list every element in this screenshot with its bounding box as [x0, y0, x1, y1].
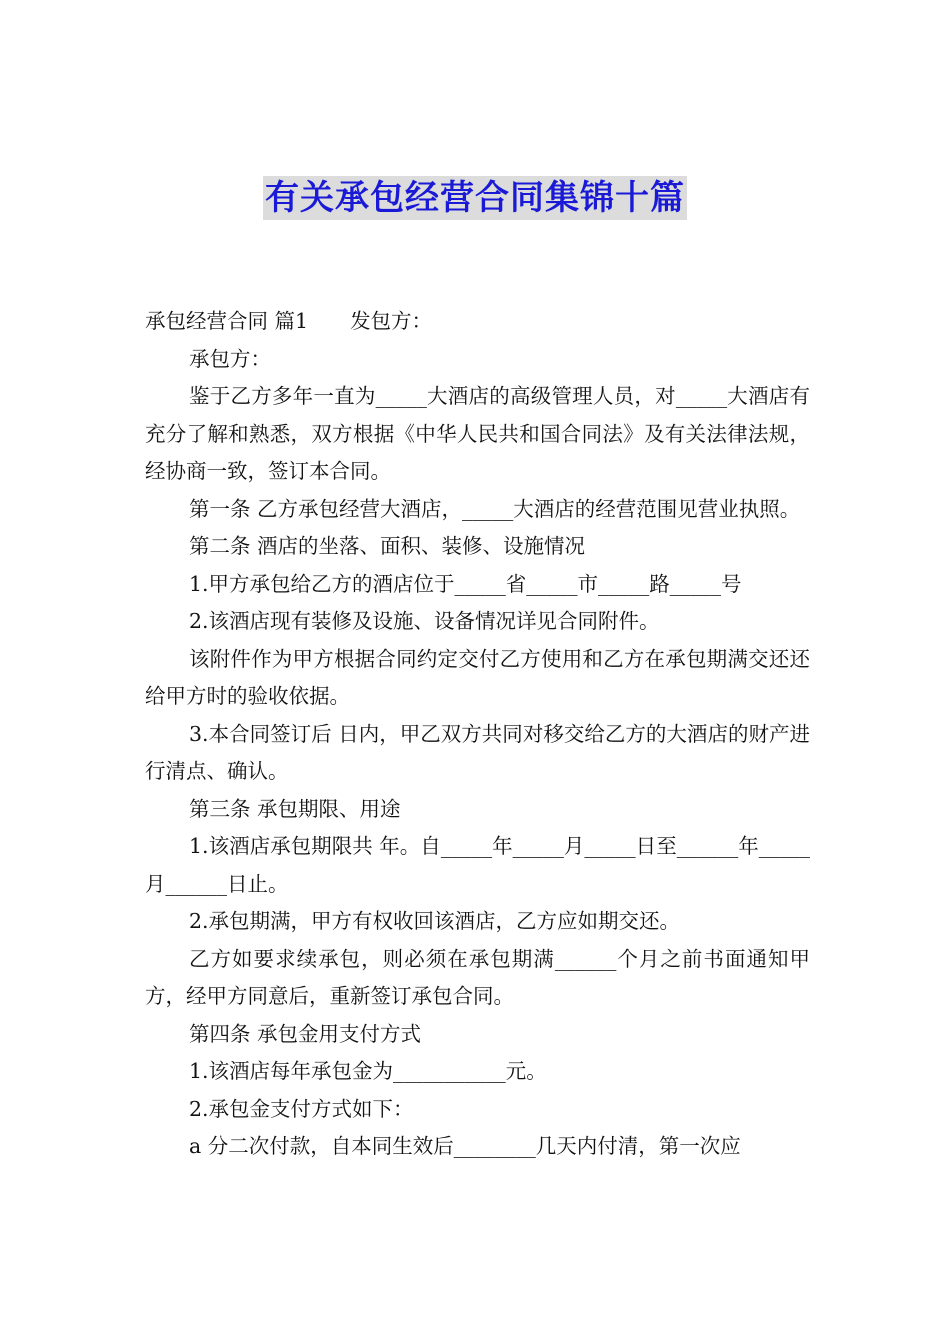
- issuer-label: 发包方：: [350, 309, 433, 333]
- paragraph: 鉴于乙方多年一直为_____大酒店的高级管理人员，对_____大酒店有充分了解和熟悉，双方根据《中华人民共和国合同法》及有关法律法规，经协商一致，签订本合同。: [145, 384, 810, 483]
- paragraph: 1.甲方承包给乙方的酒店位于_____省_____市_____路_____号: [189, 571, 742, 596]
- paragraph: 该附件作为甲方根据合同约定交付乙方使用和乙方在承包期满交还还给甲方时的验收依据。: [145, 646, 810, 708]
- paragraph: 2.承包期满，甲方有权收回该酒店，乙方应如期交还。: [189, 909, 681, 933]
- paragraph: 1.该酒店承包期限共 年。自_____年_____月_____日至______年_____月______日止。: [145, 834, 810, 896]
- paragraph: 承包方：: [189, 346, 271, 371]
- paragraph: a 分二次付款，自本同生效后________几天内付清，第一次应: [189, 1134, 741, 1158]
- paragraph: 2.该酒店现有装修及设施、设备情况详见合同附件。: [189, 609, 660, 633]
- paragraph: 第四条 承包金用支付方式: [189, 1021, 422, 1046]
- paragraph: 2.承包金支付方式如下：: [189, 1096, 414, 1121]
- title-container: [0, 176, 950, 220]
- paragraph: 1.该酒店每年承包金为___________元。: [189, 1059, 547, 1083]
- paragraph: 第三条 承包期限、用途: [189, 796, 401, 821]
- document-title: 有关承包经营合同集锦十篇: [265, 178, 685, 218]
- paragraph: 第一条 乙方承包经营大酒店，_____大酒店的经营范围见营业执照。: [189, 496, 801, 521]
- contract-section-label: 承包经营合同 篇1: [145, 309, 309, 333]
- paragraph: 3.本合同签订后 日内，甲乙双方共同对移交给乙方的大酒店的财产进行清点、确认。: [145, 721, 810, 783]
- paragraph: 第二条 酒店的坐落、面积、装修、设施情况: [189, 534, 586, 558]
- contract-heading-line: [145, 303, 810, 341]
- document-body: [145, 303, 810, 1166]
- paragraph: 乙方如要求续承包，则必须在承包期满______个月之前书面通知甲方，经甲方同意后，重新签订承包合同。: [145, 946, 810, 1008]
